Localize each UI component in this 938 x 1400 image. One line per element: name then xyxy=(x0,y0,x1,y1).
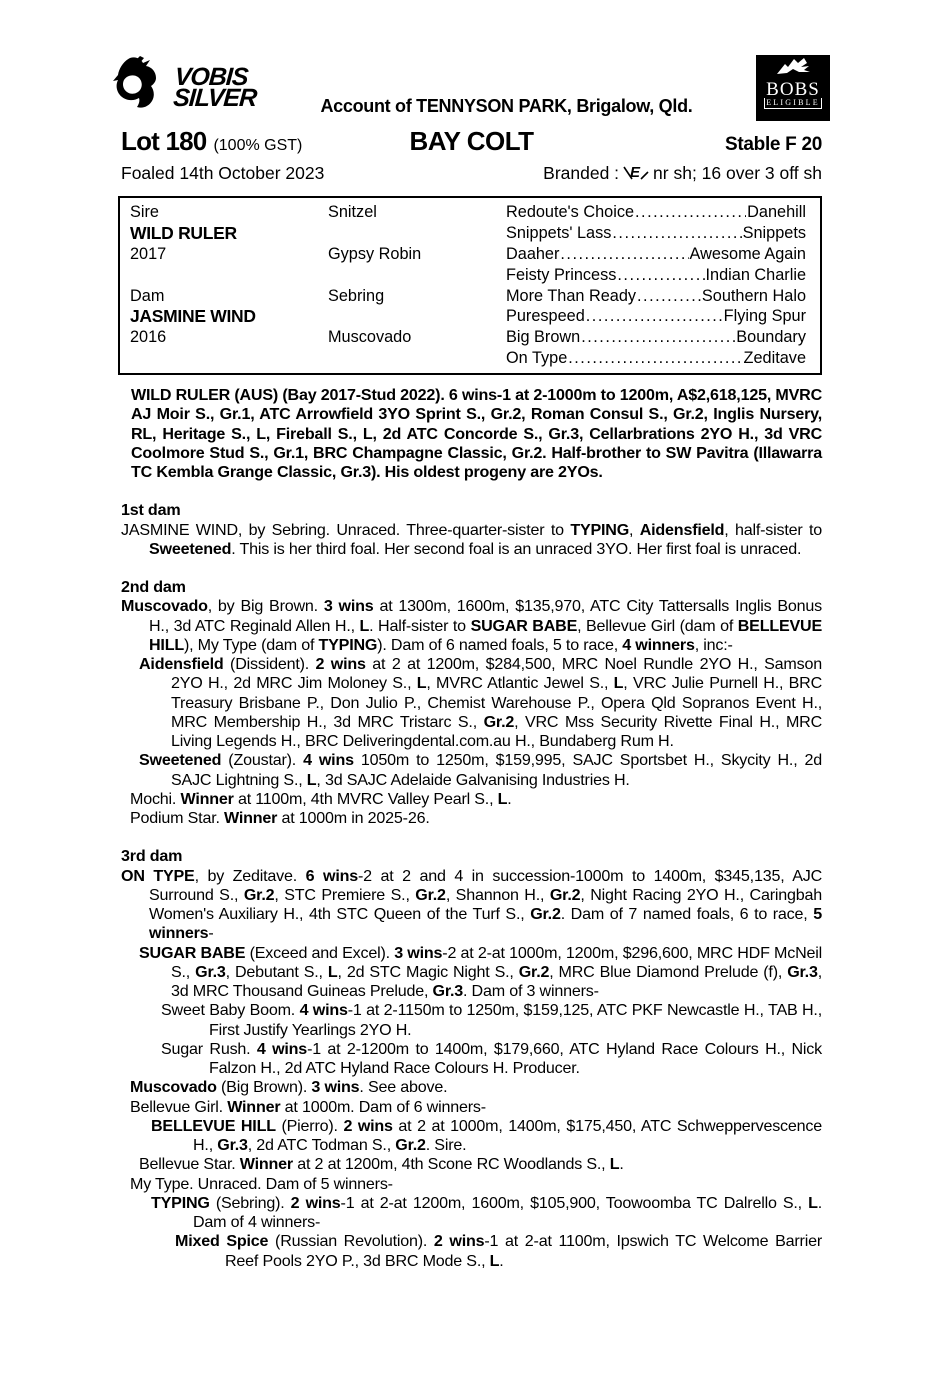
pedigree-ancestor-row: Feisty Princess ..... Indian Charlie xyxy=(506,265,806,286)
dam-year: 2016 xyxy=(130,328,167,347)
foal-paragraph: BELLEVUE HILL (Pierro). 2 wins at 2 at 1000m, 1400m, $175,450, ATC Schweppervescence H., Gr.3, 2d ATC Todman S., Gr.2. Sire. xyxy=(151,1116,822,1155)
pedigree-ancestor-row: More Than Ready ..... Southern Halo xyxy=(506,286,806,307)
brand-mark-icon xyxy=(622,160,650,187)
dam-sire: Sebring xyxy=(328,286,385,305)
sire-dam: Gypsy Robin xyxy=(328,244,422,263)
bobs-logo-subtitle: ELIGIBLE xyxy=(766,98,820,107)
sire-year: 2017 xyxy=(130,244,167,263)
lot-row xyxy=(121,126,822,157)
first-dam-paragraph: JASMINE WIND, by Sebring. Unraced. Three-quarter-sister to TYPING, Aidensfield, half-sister to Sweetened. This is her third foal. Her second foal is an unraced 3YO. Her first foal is unraced. xyxy=(121,520,822,558)
dam-label: Dam xyxy=(130,286,165,305)
pedigree-ancestor-row: Big Brown ..... Boundary xyxy=(506,327,806,348)
sire-summary: WILD RULER (AUS) (Bay 2017-Stud 2022). 6 wins-1 at 2-1000m to 1200m, A$2,618,125, MVRC AJ Moir S., Gr.1, ATC Arrowfield 3YO Sprint S., Gr.2, Roman Consul S., Gr.2, Inglis Nursery, RL, Heritage S., L, Fireball S., L, 2d ATC Concorde S., Gr.3, Cellarbrations 2YO H., 3d VRC Coolmore Stud S., Gr.1, BRC Champagne Classic, Gr.2. Half-brother to SW Pavitra (Illawarra TC Kembla Grange Classic, Gr.3). His oldest progeny are 2YOs. xyxy=(131,386,822,482)
branded-info xyxy=(543,160,822,187)
branded-text: nr sh; 16 over 3 off sh xyxy=(653,163,822,183)
foal-paragraph: My Type. Unraced. Dam of 5 winners- xyxy=(130,1174,393,1193)
foaled-date: Foaled 14th October 2023 xyxy=(121,163,325,183)
foal-paragraph: Sweetened (Zoustar). 4 wins 1050m to 1250m, $159,995, SAJC Sportsbet H., Skycity H., 2d SAJC Lightning S., L, 3d SAJC Adelaide Galvanising Industries H. xyxy=(139,751,822,789)
page-header xyxy=(110,54,830,121)
account-line: Account of TENNYSON PARK, Brigalow, Qld. xyxy=(320,96,693,116)
foal-paragraph: Muscovado (Big Brown). 3 wins. See above. xyxy=(130,1078,448,1097)
foal-paragraph: Podium Star. Winner at 1000m in 2025-26. xyxy=(130,809,430,828)
pedigree-ancestor-row: Redoute's Choice ..... Danehill xyxy=(506,202,806,223)
vobis-silver-logo xyxy=(110,54,257,121)
foal-paragraph: TYPING (Sebring). 2 wins-1 at 2-at 1200m, 1600m, $105,900, Toowoomba TC Dalrello S., L. Dam of 4 winners- xyxy=(151,1193,822,1232)
pedigree-text xyxy=(121,386,822,1271)
pedigree-ancestor-row: Daaher ..... Awesome Again xyxy=(506,244,806,265)
dam-section-heading: 1st dam xyxy=(121,501,181,520)
pedigree-table xyxy=(118,196,822,375)
pedigree-ancestor-row: Snippets' Lass ..... Snippets xyxy=(506,223,806,244)
dam-dam: Muscovado xyxy=(328,328,412,347)
third-dam-paragraph: ON TYPE, by Zeditave. 6 wins-2 at 2 and 4 in succession-1000m to 1400m, $345,135, AJC Surround S., Gr.2, STC Premiere S., Gr.2, Shannon H., Gr.2, Night Racing 2YO H., Caringbah Women's Auxiliary H., 4th STC Queen of the Turf S., Gr.2. Dam of 7 named foals, 6 to race, 5 winners- xyxy=(121,866,822,943)
sire-label: Sire xyxy=(130,203,159,221)
foal-paragraph: Sweet Baby Boom. 4 wins-1 at 2-1150m to 1250m, $159,125, ATC PKF Newcastle H., TAB H., First Justify Yearlings 2YO H. xyxy=(161,1001,822,1039)
bobs-logo-word: BOBS xyxy=(766,79,820,100)
dam-section-heading: 3rd dam xyxy=(121,847,183,866)
foal-paragraph: Bellevue Girl. Winner at 1000m. Dam of 6 winners- xyxy=(130,1097,486,1116)
foal-paragraph: Bellevue Star. Winner at 2 at 1200m, 4th Scone RC Woodlands S., L. xyxy=(139,1155,624,1174)
sire-name: WILD RULER xyxy=(130,222,237,243)
bobs-horse-head-icon xyxy=(771,56,815,81)
pedigree-ancestor-row: On Type ..... Zeditave xyxy=(506,348,806,369)
branded-label: Branded : xyxy=(543,163,620,183)
stable-number: Stable F 20 xyxy=(724,134,822,155)
bobs-eligible-logo xyxy=(756,55,830,121)
dam-section-heading: 2nd dam xyxy=(121,578,186,597)
foal-paragraph: Mochi. Winner at 1100m, 4th MVRC Valley Pearl S., L. xyxy=(130,789,512,808)
svg-text:E: E xyxy=(630,164,641,181)
horse-title: BAY COLT xyxy=(409,126,534,156)
foal-paragraph: Mixed Spice (Russian Revolution). 2 wins-1 at 2-at 1100m, Ipswich TC Welcome Barrier Reef Pools 2YO P., 3d BRC Mode S., L. xyxy=(175,1232,822,1270)
foal-paragraph: SUGAR BABE (Exceed and Excel). 3 wins-2 at 2-at 1000m, 1200m, $296,600, MRC HDF McNeil S., Gr.3, Debutant S., L, 2d STC Magic Night S., Gr.2, MRC Blue Diamond Prelude (f), Gr.3, 3d MRC Thousand Guineas Prelude, Gr.3. Dam of 3 winners- xyxy=(139,943,822,1001)
foal-paragraph: Aidensfield (Dissident). 2 wins at 2 at 1200m, $284,500, MRC Noel Rundle 2YO H., Samson 2YO H., 2d MRC Jim Moloney S., L, MVRC Atlantic Jewel S., L, VRC Julie Purnell H., BRC Treasury Brisbane P., Don Julio P., Chemist Warehouse P., Opera Qld Sopranos Event H., MRC Membership H., 3d MRC Tristarc S., Gr.2, VRC Mss Security Rivette Final H., MRC Living Legends H., BRC Deliveringdental.com.au H., Bundaberg Rum H. xyxy=(139,655,822,751)
foaled-row xyxy=(121,160,822,187)
dam-name: JASMINE WIND xyxy=(130,306,256,327)
gst-note: (100% GST) xyxy=(213,137,303,154)
lot-number: Lot 180 xyxy=(121,126,207,156)
vobis-logo-text: VOBIS SILVER xyxy=(172,62,258,112)
second-dam-paragraph: Muscovado, by Big Brown. 3 wins at 1300m, 1600m, $135,970, ATC City Tattersalls Inglis Bonus H., 3d ATC Reginald Allen H., L. Half-sister to SUGAR BABE, Bellevue Girl (dam of BELLEVUE HILL), My Type (dam of TYPING). Dam of 6 named foals, 5 to race, 4 winners, inc:- xyxy=(121,597,822,654)
sire-sire: Snitzel xyxy=(328,203,377,221)
foal-paragraph: Sugar Rush. 4 wins-1 at 2-1200m to 1400m, $179,660, ATC Hyland Race Colours H., Nick Falzon H., 2d ATC Hyland Race Colours H. Producer. xyxy=(161,1039,822,1078)
pedigree-ancestors xyxy=(506,202,806,369)
pedigree-column-parents xyxy=(130,202,328,369)
pedigree-column-grandparents xyxy=(328,202,506,369)
pedigree-ancestor-row: Purespeed ..... Flying Spur xyxy=(506,306,806,327)
vobis-horse-icon xyxy=(110,54,172,121)
